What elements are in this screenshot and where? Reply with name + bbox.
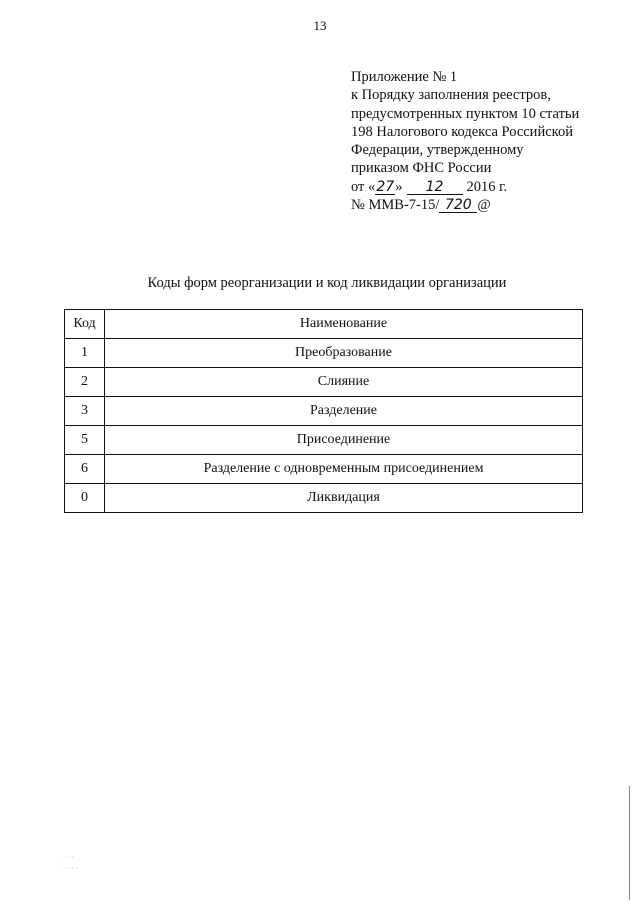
row-code: 6 <box>65 455 105 484</box>
table-row <box>65 368 583 397</box>
table-row <box>65 426 583 455</box>
appendix-line: приказом ФНС России <box>351 160 492 177</box>
row-code: 5 <box>65 426 105 455</box>
appendix-line: Приложение № 1 <box>351 69 458 85</box>
appendix-line: 198 Налогового кодекса Российской <box>351 123 573 140</box>
date-prefix: от « <box>351 178 376 195</box>
document-title: Коды форм реорганизации и код ликвидации организации <box>147 275 507 291</box>
scan-edge-line <box>629 786 630 900</box>
table-header-row <box>65 310 583 339</box>
order-date-line <box>351 178 579 196</box>
row-name: Разделение с одновременным присоединением <box>105 455 583 484</box>
row-name: Слияние <box>105 368 583 397</box>
table-row <box>65 484 583 513</box>
row-name: Присоединение <box>105 426 583 455</box>
header-code: Код <box>65 310 105 339</box>
page-number: 13 <box>313 18 327 33</box>
codes-table <box>64 309 583 513</box>
row-name: Ликвидация <box>105 484 583 513</box>
header-name: Наименование <box>105 310 583 339</box>
row-name: Преобразование <box>105 339 583 368</box>
table-row <box>65 455 583 484</box>
table-row <box>65 339 583 368</box>
order-prefix: № ММВ-7-15/ <box>351 197 440 214</box>
order-suffix: @ <box>477 197 491 214</box>
scan-mark: ∙ ∙ ∙ <box>63 852 74 861</box>
appendix-line: к Порядку заполнения реестров, <box>351 87 551 104</box>
row-name: Разделение <box>105 397 583 426</box>
row-code: 3 <box>65 397 105 426</box>
handwritten-month: 12 <box>407 180 463 195</box>
row-code: 0 <box>65 484 105 513</box>
handwritten-day: 27 <box>376 178 395 195</box>
appendix-header <box>351 68 579 214</box>
date-year: 2016 г. <box>466 178 508 195</box>
appendix-line: предусмотренных пунктом 10 статьи <box>351 105 580 122</box>
date-mid: » <box>395 178 403 195</box>
appendix-line: Федерации, утвержденному <box>351 142 524 159</box>
row-code: 2 <box>65 368 105 397</box>
table-row <box>65 397 583 426</box>
order-number-line <box>351 196 579 214</box>
scan-mark: ∙ ∙ ∙ ∙ <box>63 863 78 872</box>
row-code: 1 <box>65 339 105 368</box>
handwritten-order-number: 720 <box>439 198 477 213</box>
